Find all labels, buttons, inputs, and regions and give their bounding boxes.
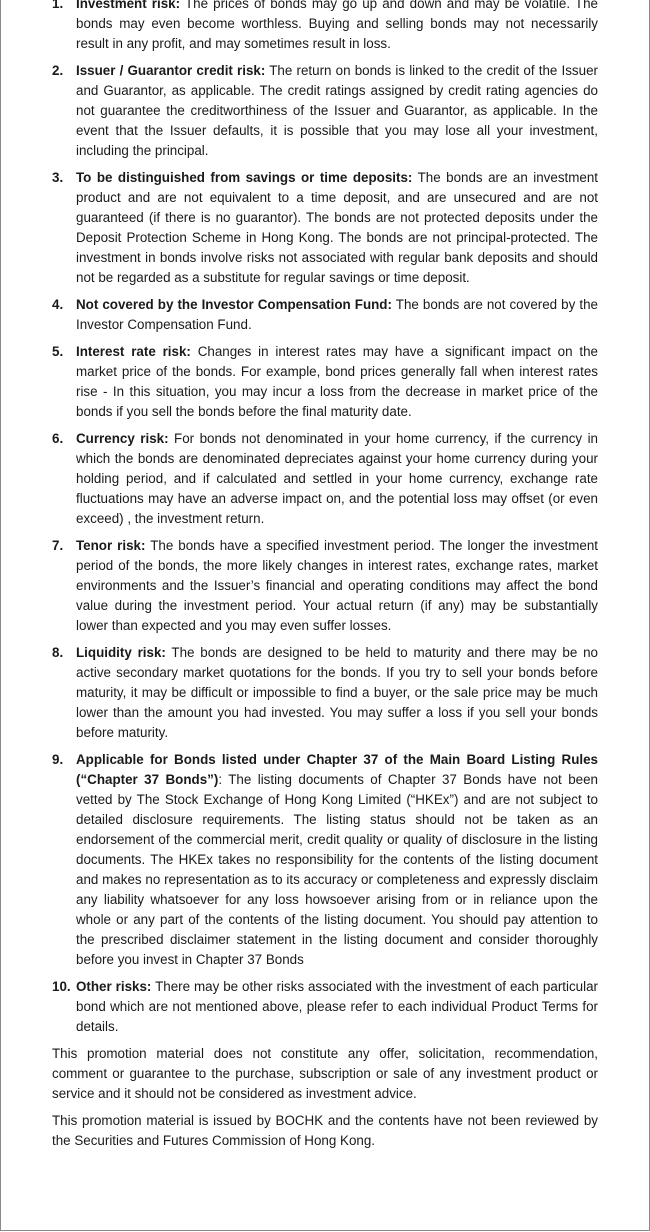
risk-text: Changes in interest rates may have a significant impact on the market price of the bonds. For example, bond prices generally fall when interest rates rise - In this situation, you may incur a loss from the decrease in market price of the bonds if you sell the bonds before the final maturity date. — [76, 344, 598, 419]
risk-text: : The listing documents of Chapter 37 Bonds have not been vetted by The Stock Exchange of Hong Kong Limited (“HKEx”) and are not subject to detailed disclosure requirements. The listing status should not be taken as an endorsement of the commercial merit, credit quality or quality of disclosure in the listing documents. The HKEx takes no responsibility for the contents of the listing document and makes no representation as to its accuracy or completeness and expressly disclaim any liability whatsoever for any loss howsoever arising from or in reliance upon the whole or any part of the contents of the listing document. You should pay attention to the prescribed disclaimer statement in the listing document and consider thoroughly before you invest in Chapter 37 Bonds — [76, 772, 598, 967]
risk-list — [52, 0, 598, 1037]
risk-text: The bonds are an investment product and are not equivalent to a time deposit, and are unsecured and are not guaranteed (if there is no guarantor). The bonds are not protected deposits under the Deposit Protection Scheme in Hong Kong. The bonds are not principal-protected. The investment in bonds involve risks not associated with regular bank deposits and should not be regarded as a substitute for regular savings or time deposit. — [76, 170, 598, 285]
risk-number: 8. — [52, 645, 64, 660]
risk-item-chapter-37 — [52, 750, 598, 970]
risk-text: The bonds have a specified investment period. The longer the investment period of the bonds, the more likely changes in interest rates, exchange rates, market environments and the Issuer’s financial and operating conditions may affect the bond value during the investment period. Your actual return (if any) may be substantially lower than expected and you may even suffer losses. — [76, 538, 598, 633]
risk-title: To be distinguished from savings or time deposits: — [76, 170, 413, 185]
risk-item-currency — [52, 429, 598, 529]
risk-title: Tenor risk: — [76, 538, 146, 553]
risk-item-liquidity — [52, 643, 598, 743]
risk-number: 10. — [52, 979, 71, 994]
risk-text: The prices of bonds may go up and down and may be volatile. The bonds may even become worthless. Buying and selling bonds may not necessarily result in any profit, and may sometimes result in loss. — [76, 0, 598, 51]
risk-number: 1. — [52, 0, 64, 11]
risk-title: Other risks: — [76, 979, 152, 994]
risk-text: The bonds are not covered by the Investor Compensation Fund. — [76, 297, 598, 332]
risk-title: Applicable for Bonds listed under Chapter 37 of the Main Board Listing Rules (“Chapter 37 Bonds”) — [76, 752, 598, 787]
risk-number: 2. — [52, 63, 64, 78]
risk-title: Not covered by the Investor Compensation Fund: — [76, 297, 392, 312]
risk-number: 6. — [52, 431, 64, 446]
risk-text: The return on bonds is linked to the credit of the Issuer and Guarantor, as applicable. The credit ratings assigned by credit rating agencies do not guarantee the creditworthiness of the Issuer and Guarantor, as applicable. In the event that the Issuer defaults, it is possible that you may lose all your investment, including the principal. — [76, 63, 598, 158]
risk-item-other — [52, 977, 598, 1037]
risk-number: 4. — [52, 297, 64, 312]
risk-item-compensation-fund — [52, 295, 598, 335]
risk-title: Currency risk: — [76, 431, 169, 446]
risk-title: Investment risk: — [76, 0, 181, 11]
risk-title: Interest rate risk: — [76, 344, 191, 359]
risk-text: There may be other risks associated with the investment of each particular bond which are not mentioned above, please refer to each individual Product Terms for details. — [76, 979, 599, 1034]
risk-text: The bonds are designed to be held to maturity and there may be no active secondary market quotations for the bonds. If you try to sell your bonds before maturity, it may be difficult or impossible to find a buyer, or the sale price may be much lower than the amount you had invested. You may suffer a loss if you sell your bonds before maturity. — [76, 645, 598, 740]
issued-by-statement: This promotion material is issued by BOCHK and the contents have not been reviewed by the Securities and Futures Commission of Hong Kong. — [52, 1113, 598, 1148]
risk-number: 3. — [52, 170, 64, 185]
risk-item-investment — [52, 0, 598, 54]
risk-number: 7. — [52, 538, 64, 553]
risk-disclosure-content — [52, 0, 598, 1158]
risk-number: 5. — [52, 344, 64, 359]
risk-item-credit — [52, 61, 598, 161]
risk-text: For bonds not denominated in your home currency, if the currency in which the bonds are denominated depreciates against your home currency during your holding period, and if calculated and settled in your home currency, exchange rate fluctuations may have an adverse impact on, and the potential loss may offset (or even exceed) , the investment return. — [76, 431, 598, 526]
promotion-disclaimer: This promotion material does not constitute any offer, solicitation, recommendation, comment or guarantee to the purchase, subscription or sale of any investment product or service and it should not be considered as investment advice. — [52, 1046, 598, 1101]
risk-item-interest-rate — [52, 342, 598, 422]
risk-number: 9. — [52, 752, 64, 767]
risk-item-deposits — [52, 168, 598, 288]
risk-title: Liquidity risk: — [76, 645, 166, 660]
risk-item-tenor — [52, 536, 598, 636]
risk-title: Issuer / Guarantor credit risk: — [76, 63, 266, 78]
